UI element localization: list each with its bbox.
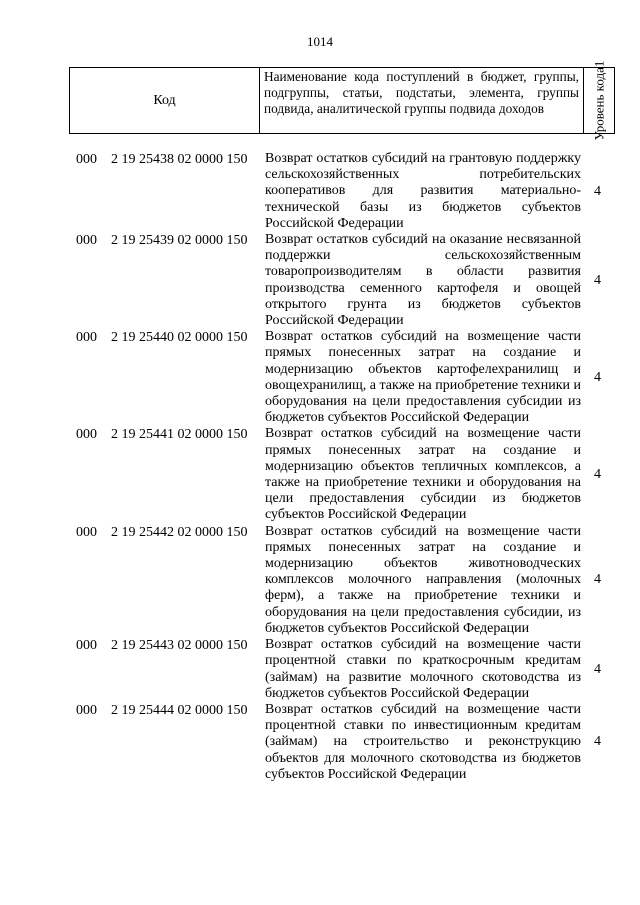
row-level: 4 [594, 369, 601, 385]
row-prefix: 000 [76, 233, 97, 249]
row-prefix: 000 [76, 702, 97, 718]
table-row [0, 232, 640, 329]
table-row [0, 702, 640, 783]
row-name: Возврат остатков субсидий на возмещение части процентной ставки по краткосрочным кредитам (займам) на развитие молочного скотоводства из бюджетов субъектов Российской Федерации [265, 637, 581, 701]
table-row [0, 329, 640, 426]
table-row [0, 637, 640, 702]
row-name: Возврат остатков субсидий на возмещение части процентной ставки по инвестиционным кредитам (займам) на строительство и реконструкцию объектов для молочного скотоводства из бюджетов субъектов Российской Федерации [265, 701, 581, 782]
table-header [69, 60, 615, 141]
table-row [0, 151, 640, 232]
row-name: Возврат остатков субсидий на возмещение части прямых понесенных затрат на создание и модернизацию объектов картофелехранилищ и овощехранилищ, а также на приобретение техники и оборудования на цели предоставления субсидии из бюджетов субъектов Российской Федерации [265, 329, 581, 426]
row-prefix: 000 [76, 330, 97, 346]
header-name: Наименование кода поступлений в бюджет, группы, подгруппы, статьи, подстатьи, элемента, группы подвида, аналитической группы подвида доходов [260, 68, 584, 133]
row-code: 2 19 25438 02 0000 150 [111, 152, 248, 167]
table-body [0, 151, 640, 783]
row-prefix: 000 [76, 524, 97, 540]
row-code: 2 19 25442 02 0000 150 [111, 524, 248, 540]
row-level: 4 [594, 661, 601, 677]
table-row [0, 426, 640, 523]
row-prefix: 000 [76, 638, 97, 654]
row-name: Возврат остатков субсидий на оказание несвязанной поддержки сельскохозяйственным товаропроизводителям в области развития производства семенного картофеля и овощей открытого грунта из бюджетов субъектов Российской Федерации [265, 232, 581, 329]
row-code: 2 19 25439 02 0000 150 [111, 233, 248, 249]
row-code: 2 19 25440 02 0000 150 [111, 330, 248, 346]
page-number: 1014 [307, 34, 333, 49]
row-name: Возврат остатков субсидий на возмещение части прямых понесенных затрат на создание и модернизацию объектов животноводческих комплексов молочного направления (молочных ферм), а также на приобретение техники и оборудования на цели предоставления субсидии, из бюджетов субъектов Российской Федерации [265, 523, 581, 636]
header-code: Код [70, 68, 260, 133]
row-code: 2 19 25443 02 0000 150 [111, 638, 248, 654]
row-name: Возврат остатков субсидий на грантовую поддержку сельскохозяйственных потребительских кооперативов для развития материально-технической базы из бюджетов субъектов Российской Федерации [265, 151, 581, 231]
row-prefix: 000 [76, 152, 97, 167]
row-prefix: 000 [76, 427, 97, 443]
header-level [584, 60, 614, 141]
row-code: 2 19 25441 02 0000 150 [111, 427, 248, 443]
table-row [0, 524, 640, 637]
row-level: 4 [594, 183, 601, 199]
row-level: 4 [594, 467, 601, 483]
row-code: 2 19 25444 02 0000 150 [111, 702, 248, 718]
row-level: 4 [594, 272, 601, 288]
header-level-label: Уровень кода1 [591, 60, 607, 141]
row-level: 4 [594, 734, 601, 750]
row-name: Возврат остатков субсидий на возмещение части прямых понесенных затрат на создание и модернизацию объектов тепличных комплексов, а также на приобретение техники и оборудования на цели предоставления субсидии из бюджетов субъектов Российской Федерации [265, 426, 581, 523]
row-level: 4 [594, 572, 601, 588]
